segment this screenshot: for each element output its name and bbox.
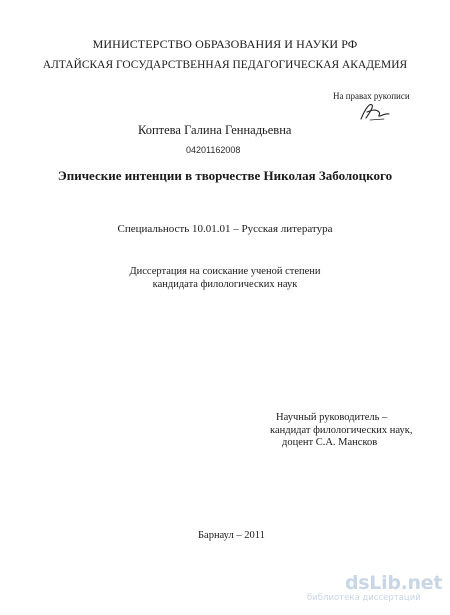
rights-note: На правах рукописи xyxy=(333,91,410,101)
specialty-line: Специальность 10.01.01 – Русская литература xyxy=(117,223,333,235)
degree-statement xyxy=(0,265,450,291)
dissertation-title: Эпические интенции в творчестве Николая Заболоцкого xyxy=(57,168,393,183)
degree-line-2: кандидата филологических наук xyxy=(152,279,298,290)
author-name: Коптева Галина Геннадьевна xyxy=(138,123,292,137)
supervisor-line-3: доцент С.А. Мансков xyxy=(282,437,378,448)
academy-heading: АЛТАЙСКАЯ ГОСУДАРСТВЕННАЯ ПЕДАГОГИЧЕСКАЯ АКАДЕМИЯ xyxy=(42,59,408,71)
degree-line-1: Диссертация на соискание ученой степени xyxy=(129,266,321,277)
watermark xyxy=(307,572,445,603)
watermark-subtitle: библиотека диссертаций xyxy=(307,593,421,603)
supervisor-block xyxy=(270,412,413,450)
catalog-code: 04201162008 xyxy=(186,145,241,155)
supervisor-line-1: Научный руководитель – xyxy=(276,412,388,423)
handwritten-signature xyxy=(358,101,392,123)
supervisor-line-2: кандидат филологических наук, xyxy=(270,424,413,436)
watermark-logo: dsLib.net xyxy=(345,572,443,594)
ministry-heading: МИНИСТЕРСТВО ОБРАЗОВАНИЯ И НАУКИ РФ xyxy=(92,37,358,51)
city-year: Барнаул – 2011 xyxy=(198,530,265,541)
